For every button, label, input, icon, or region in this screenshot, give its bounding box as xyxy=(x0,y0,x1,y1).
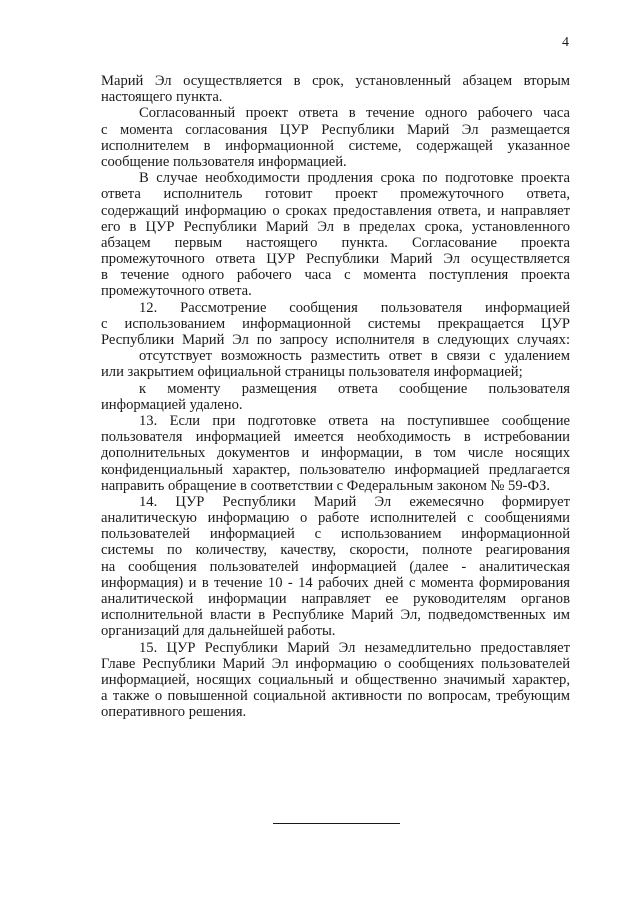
text-line: аналитическую информацию о работе исполнителей с сообщениями xyxy=(101,510,570,527)
text-line: к моменту размещения ответа сообщение пользователя xyxy=(139,380,570,397)
text-line: конфиденциальный характер, пользователю информацией предлагается xyxy=(101,461,570,478)
text-line: настоящего пункта. xyxy=(101,89,223,106)
text-line: промежуточного ответа ЦУР Республики Марий Эл осуществляется xyxy=(101,251,570,268)
text-line: абзацем первым настоящего пункта. Согласование проекта xyxy=(101,234,570,251)
text-line: оперативного решения. xyxy=(101,704,247,721)
text-line: направить обращение в соответствии с Федеральным законом № 59-ФЗ. xyxy=(101,477,550,494)
text-line: 14. ЦУР Республики Марий Эл ежемесячно формирует xyxy=(139,493,570,510)
text-line: информацией, носящих социальный и общественно значимый характер, xyxy=(101,671,570,688)
text-line: промежуточного ответа. xyxy=(101,283,252,300)
end-rule xyxy=(273,823,400,824)
text-line: или закрытием официальной страницы пользователя информацией; xyxy=(101,364,523,381)
document-body xyxy=(101,73,570,721)
text-line: Главе Республики Марий Эл информацию о сообщениях пользователей xyxy=(101,655,570,672)
text-line: в течение одного рабочего часа с момента поступления проекта xyxy=(101,267,570,284)
text-line: ответа исполнитель готовит проект промежуточного ответа, xyxy=(101,186,570,203)
text-line: 13. Если при подготовке ответа на поступившее сообщение xyxy=(139,412,570,429)
text-line: с использованием информационной системы прекращается ЦУР xyxy=(101,315,570,332)
page-number: 4 xyxy=(562,35,569,50)
text-line: Согласованный проект ответа в течение одного рабочего часа xyxy=(139,105,570,122)
text-line: 12. Рассмотрение сообщения пользователя информацией xyxy=(139,299,570,316)
text-line: содержащий информацию о сроках предоставления ответа, и направляет xyxy=(101,202,570,219)
text-line: Марий Эл осуществляется в срок, установленный абзацем вторым xyxy=(101,73,570,89)
text-line: его в ЦУР Республики Марий Эл в пределах срока, установленного xyxy=(101,218,570,235)
text-line: системы по количеству, качеству, скорости, полноте реагирования xyxy=(101,542,570,559)
text-line: пользователя информацией имеется необходимость в истребовании xyxy=(101,429,570,446)
text-line: сообщение пользователя информацией. xyxy=(101,153,347,170)
text-line: В случае необходимости продления срока по подготовке проекта xyxy=(139,170,570,187)
text-line: Республики Марий Эл по запросу исполнителя в следующих случаях: xyxy=(101,332,570,348)
text-line: дополнительных документов и информации, в том числе носящих xyxy=(101,445,570,462)
text-line: информация) и в течение 10 - 14 рабочих дней с момента формирования xyxy=(101,574,570,591)
text-line: 15. ЦУР Республики Марий Эл незамедлительно предоставляет xyxy=(139,639,570,656)
text-line: аналитической информации направляет ее руководителям органов xyxy=(101,591,570,607)
text-line: пользователей информацией с использованием информационной xyxy=(101,526,570,543)
text-line: отсутствует возможность разместить ответ в связи с удалением xyxy=(139,348,570,365)
text-line: а также о повышенной социальной активности по вопросам, требующим xyxy=(101,688,570,705)
text-line: организаций для дальнейшей работы. xyxy=(101,623,336,640)
text-line: на сообщения пользователей информацией (далее - аналитическая xyxy=(101,558,570,575)
text-line: с момента согласования ЦУР Республики Марий Эл размещается xyxy=(101,121,570,138)
text-line: информацией удалено. xyxy=(101,396,243,413)
text-line: исполнителем в информационной системе, содержащей указанное xyxy=(101,137,570,154)
text-line: исполнительной власти в Республике Марий Эл, подведомственных им xyxy=(101,607,570,624)
